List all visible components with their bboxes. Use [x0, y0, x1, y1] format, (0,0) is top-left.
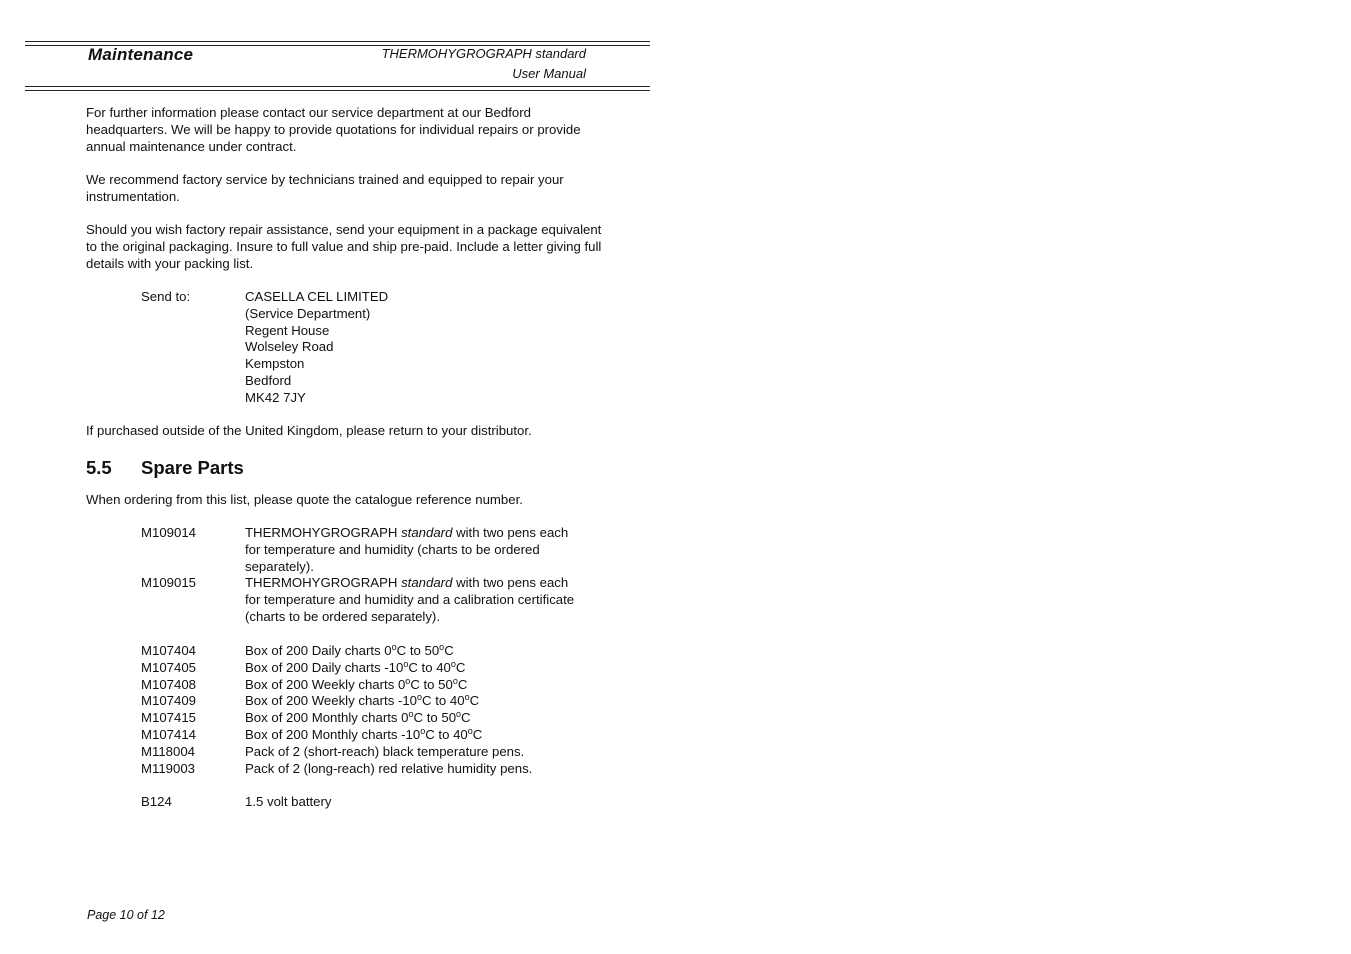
part-description: Pack of 2 (short-reach) black temperature pens.	[245, 743, 525, 759]
send-to-label: Send to:	[141, 289, 191, 304]
part-code: M107404	[141, 643, 196, 658]
part-row	[141, 575, 580, 625]
address-line: Regent House	[245, 322, 330, 338]
part-description: 1.5 volt battery	[245, 794, 332, 809]
ordering-note: When ordering from this list, please quote the catalogue reference number.	[86, 492, 523, 507]
service-address	[245, 289, 388, 407]
part-code: M107408	[141, 676, 196, 692]
part-code: M107409	[141, 693, 196, 709]
header-rule-top-1	[25, 41, 650, 42]
part-row	[141, 727, 580, 744]
address-line: (Service Department)	[245, 305, 371, 321]
contact-paragraph: For further information please contact our service department at our Bedford headquarters. We will be happy to provide quotations for individual repairs or provide annual maintenance under contract.	[86, 105, 581, 154]
part-code: M109014	[141, 525, 196, 540]
part-description: Box of 200 Monthly charts -10$^o$C to 40$^o$C	[245, 725, 483, 742]
part-row	[141, 677, 580, 694]
part-description: Box of 200 Weekly charts 0$^o$C to 50$^o$C	[245, 675, 468, 692]
section-heading	[86, 457, 244, 479]
address-line: MK42 7JY	[245, 389, 306, 405]
part-code: M107405	[141, 659, 196, 675]
part-description: Box of 200 Daily charts 0$^o$C to 50$^o$C	[245, 642, 454, 658]
parts-list-instruments	[141, 525, 580, 626]
address-line: CASELLA CEL LIMITED	[245, 289, 389, 304]
address-line: Bedford	[245, 372, 292, 388]
part-code: M119003	[141, 760, 196, 776]
factory-service-paragraph: We recommend factory service by technicians trained and equipped to repair your instrumentation.	[86, 172, 564, 204]
header-product-name: THERMOHYGROGRAPH standard	[381, 46, 586, 61]
part-code: M107415	[141, 710, 196, 726]
address-line: Kempston	[245, 356, 305, 372]
section-title-text: Spare Parts	[141, 457, 244, 478]
header-product	[300, 44, 586, 84]
part-row	[141, 710, 580, 727]
header-rule-bottom-1	[25, 86, 650, 87]
part-row	[141, 693, 580, 710]
part-row	[141, 744, 580, 761]
part-description: Box of 200 Weekly charts -10$^o$C to 40$^o$C	[245, 692, 480, 709]
part-description: Pack of 2 (long-reach) red relative humidity pens.	[245, 760, 533, 776]
part-row	[141, 794, 580, 811]
part-row	[141, 660, 580, 677]
part-code: M107414	[141, 726, 196, 742]
part-row	[141, 525, 580, 575]
part-code: M109015	[141, 575, 196, 591]
header-manual-label: User Manual	[512, 66, 586, 81]
parts-list-charts-pens	[141, 643, 580, 777]
part-description: THERMOHYGROGRAPH standard with two pens each for temperature and humidity (charts to be ordered separately).	[245, 525, 569, 574]
address-line: Wolseley Road	[245, 339, 334, 355]
distributor-paragraph: If purchased outside of the United Kingdom, please return to your distributor.	[86, 423, 532, 438]
part-code: B124	[141, 794, 172, 809]
section-number: 5.5	[86, 457, 112, 478]
parts-list-battery	[141, 794, 580, 811]
header-section-title: Maintenance	[88, 45, 194, 64]
part-description: THERMOHYGROGRAPH standard with two pens each for temperature and humidity and a calibration certificate (charts to be ordered separately).	[245, 575, 575, 624]
page-number: Page 10 of 12	[87, 908, 165, 922]
part-row	[141, 643, 580, 660]
part-row	[141, 761, 580, 778]
part-description: Box of 200 Monthly charts 0$^o$C to 50$^o$C	[245, 709, 471, 726]
part-description: Box of 200 Daily charts -10$^o$C to 40$^o$C	[245, 658, 466, 675]
header-rule-bottom-2	[25, 90, 650, 91]
repair-assistance-paragraph: Should you wish factory repair assistance, send your equipment in a package equivalent to the original packaging. Insure to full value and ship pre-paid. Include a letter giving full details with your packing list.	[86, 222, 602, 271]
part-code: M118004	[141, 743, 196, 759]
